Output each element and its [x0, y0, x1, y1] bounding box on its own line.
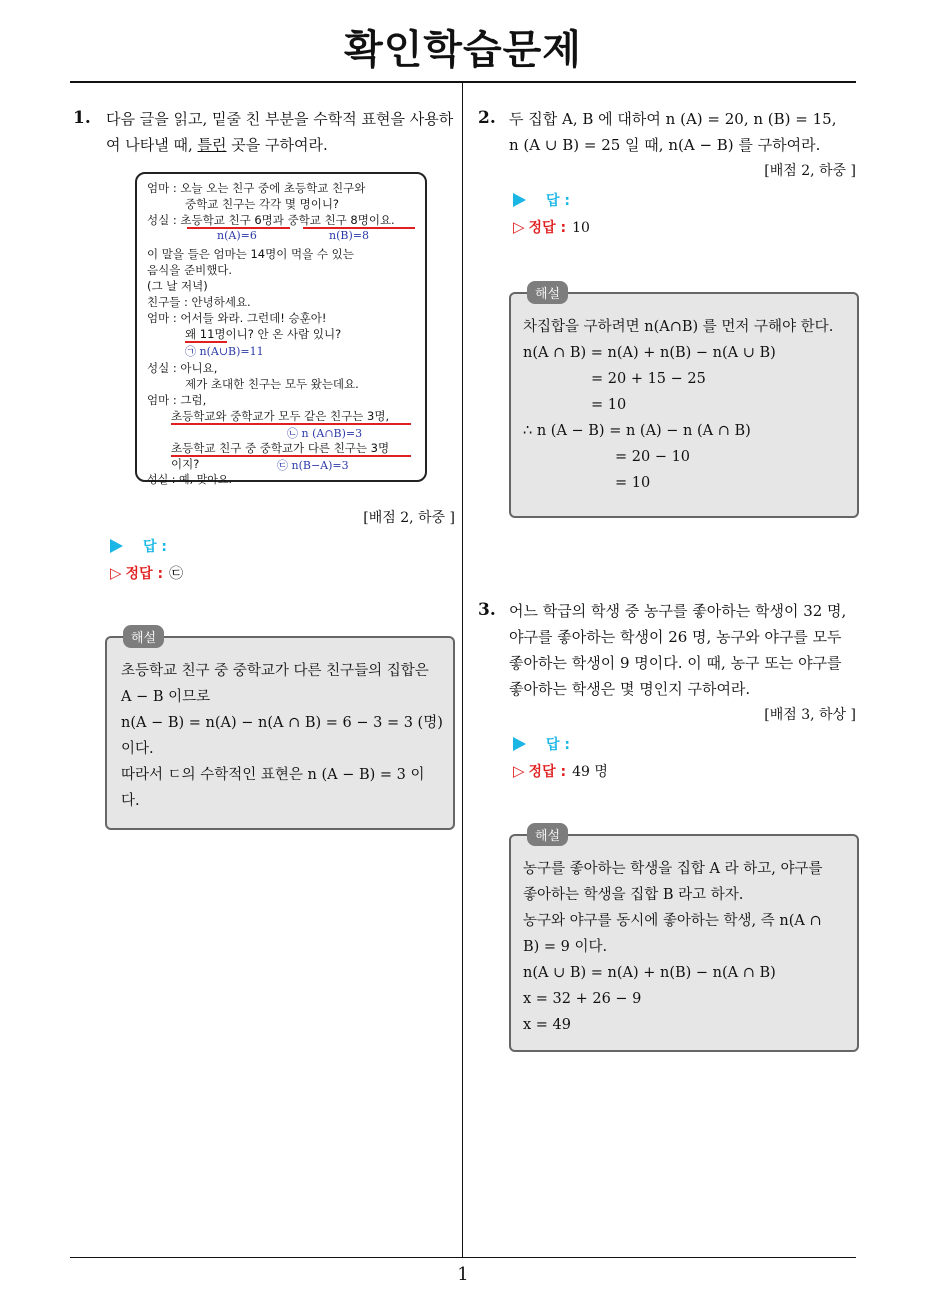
outline-triangle-icon: ▷: [513, 762, 525, 780]
explanation-line: x = 32 + 26 − 9: [523, 991, 642, 1007]
question-2-line-1: 두 집합 A, B 에 대하여 n (A) = 20, n (B) = 15,: [509, 110, 837, 128]
question-2-score: [배점 2, 하중 ]: [764, 163, 856, 179]
correct-label: 정답 :: [528, 764, 567, 780]
outline-triangle-icon: ▷: [110, 564, 122, 582]
explanation-line: n(A − B) = n(A) − n(A ∩ B) = 6 − 3 = 3 (명): [121, 715, 443, 731]
dialog-line: 왜 11명이니? 안 온 사람 있니?: [185, 327, 342, 341]
question-2-number: 2.: [478, 108, 496, 128]
explanation-body: [523, 856, 822, 1038]
dialog-line: [147, 212, 395, 228]
annotation-nA: n(A)=6: [217, 229, 257, 242]
question-2-line-2: n (A ∪ B) = 25 일 때, n(A − B) 를 구하여라.: [509, 136, 821, 154]
question-1-number: 1.: [73, 108, 91, 128]
explanation-body: [523, 314, 833, 496]
q1-text-part: 곳을 구하여라.: [226, 136, 328, 154]
question-3-line-4: 좋아하는 학생은 몇 명인지 구하여라.: [509, 680, 751, 698]
correct-value: ㉢: [169, 566, 184, 582]
question-1-line-2: [106, 132, 456, 158]
play-triangle-icon: [110, 539, 123, 553]
question-3-line-2: 야구를 좋아하는 학생이 26 명, 농구와 야구를 모두: [509, 628, 842, 646]
explanation-line: = 10: [591, 397, 627, 413]
q1-text-part: 여 나타낼 때,: [106, 136, 198, 154]
dialog-line: 중학교 친구는 각각 몇 명이니?: [185, 197, 340, 211]
dialog-line: 이지?: [171, 457, 200, 471]
question-3-explanation: [509, 829, 859, 1052]
page-title: 확인학습문제: [344, 27, 582, 73]
explanation-line: 차집합을 구하려면 n(A∩B) 를 먼저 구해야 한다.: [523, 319, 834, 335]
explanation-line: x = 49: [523, 1017, 571, 1033]
question-1-text: [106, 106, 456, 158]
dialog-line: 초등학교와 중학교가 모두 같은 친구는 3명,: [171, 409, 390, 423]
explanation-line: n(A ∩ B) = n(A) + n(B) − n(A ∪ B): [523, 345, 776, 361]
dialog-line: 엄마 : 오늘 오는 친구 중에 초등학교 친구와: [147, 181, 366, 195]
play-triangle-icon: [513, 737, 526, 751]
question-1-answer-row: [110, 536, 167, 556]
explanation-tag: 해설: [527, 823, 568, 846]
explanation-line: 농구를 좋아하는 학생을 집합 A 라 하고, 야구를: [523, 861, 823, 877]
page-number: 1: [457, 1264, 469, 1285]
explanation-body: [121, 658, 443, 814]
question-3-number: 3.: [478, 600, 496, 620]
answer-label: 답 :: [546, 737, 570, 753]
dialog-line: 초등학교 친구 중 중학교가 다른 친구는 3명: [171, 441, 390, 455]
play-triangle-icon: [513, 193, 526, 207]
outline-triangle-icon: ▷: [513, 218, 525, 236]
explanation-line: n(A ∪ B) = n(A) + n(B) − n(A ∩ B): [523, 965, 776, 981]
annotation-difference: ㉢ n(B−A)=3: [277, 459, 349, 472]
explanation-line: = 20 + 15 − 25: [591, 371, 706, 387]
dialog-line: 제가 초대한 친구는 모두 왔는데요.: [185, 377, 359, 391]
annotation-nB: n(B)=8: [329, 229, 369, 242]
question-3-correct-row: [513, 761, 608, 781]
question-1-correct-row: [110, 563, 183, 583]
explanation-line: 다.: [121, 793, 140, 809]
explanation-line: ∴ n (A − B) = n (A) − n (A ∩ B): [523, 423, 751, 439]
question-2-explanation: [509, 287, 859, 518]
question-2-correct-row: [513, 217, 590, 237]
explanation-tag: 해설: [123, 625, 164, 648]
correct-label: 정답 :: [528, 220, 567, 236]
question-2-answer-row: [513, 190, 570, 210]
dialog-line: 친구들 : 안녕하세요.: [147, 295, 251, 309]
explanation-line: = 20 − 10: [615, 449, 691, 465]
question-2-text: [509, 106, 859, 158]
question-3-line-3: 좋아하는 학생이 9 명이다. 이 때, 농구 또는 야구를: [509, 654, 842, 672]
dialog-line: 성실 : 예, 맞아요.: [147, 473, 232, 486]
explanation-line: = 10: [615, 475, 651, 491]
explanation-line: 좋아하는 학생을 집합 B 라고 하자.: [523, 887, 744, 903]
dialog-line: 음식을 준비했다.: [147, 263, 233, 277]
correct-value: 10: [572, 220, 590, 236]
explanation-line: A − B 이므로: [121, 689, 211, 705]
question-1-explanation: [105, 631, 455, 830]
question-3-text: [509, 598, 859, 702]
dialog-line: 엄마 : 어서들 와라. 그런데! 승훈아!: [147, 311, 327, 325]
dialog-line: 엄마 : 그럼,: [147, 393, 207, 407]
explanation-tag: 해설: [527, 281, 568, 304]
top-rule: [70, 81, 856, 83]
explanation-line: 따라서 ㄷ의 수학적인 표현은 n (A − B) = 3 이: [121, 767, 425, 783]
answer-label: 답 :: [546, 193, 570, 209]
dialog-phrase-a: 초등학교 친구 6명과: [180, 213, 284, 227]
explanation-line: 이다.: [121, 741, 154, 757]
dialog-line: 성실 : 아니요,: [147, 361, 218, 375]
annotation-union: ㉠ n(A∪B)=11: [185, 345, 264, 358]
question-1-score: [배점 2, 하중 ]: [363, 510, 455, 526]
dialog-phrase-b: 중학교 친구 8명이요.: [287, 213, 395, 227]
explanation-line: 초등학교 친구 중 중학교가 다른 친구들의 집합은: [121, 663, 429, 679]
explanation-line: 농구와 야구를 동시에 좋아하는 학생, 즉 n(A ∩: [523, 913, 822, 929]
correct-label: 정답 :: [125, 566, 164, 582]
answer-label: 답 :: [143, 539, 167, 555]
dialog-line: 이 말을 들은 엄마는 14명이 먹을 수 있는: [147, 247, 354, 261]
question-3-line-1: 어느 학급의 학생 중 농구를 좋아하는 학생이 32 명,: [509, 602, 847, 620]
explanation-line: B) = 9 이다.: [523, 939, 608, 955]
q1-underlined-word: 틀린: [197, 136, 227, 154]
question-1-line-1: 다음 글을 읽고, 밑줄 친 부분을 수학적 표현을 사용하: [106, 110, 454, 128]
question-3-score: [배점 3, 하상 ]: [764, 707, 856, 723]
bottom-rule: [70, 1257, 856, 1258]
column-divider: [462, 83, 463, 1258]
annotation-intersection: ㉡ n (A∩B)=3: [287, 427, 363, 440]
dialog-line: (그 날 저녁): [147, 279, 208, 293]
dialog-box: [135, 172, 427, 486]
question-3-answer-row: [513, 734, 570, 754]
correct-value: 49 명: [572, 764, 608, 780]
dialog-speaker: 성실 :: [147, 213, 181, 227]
